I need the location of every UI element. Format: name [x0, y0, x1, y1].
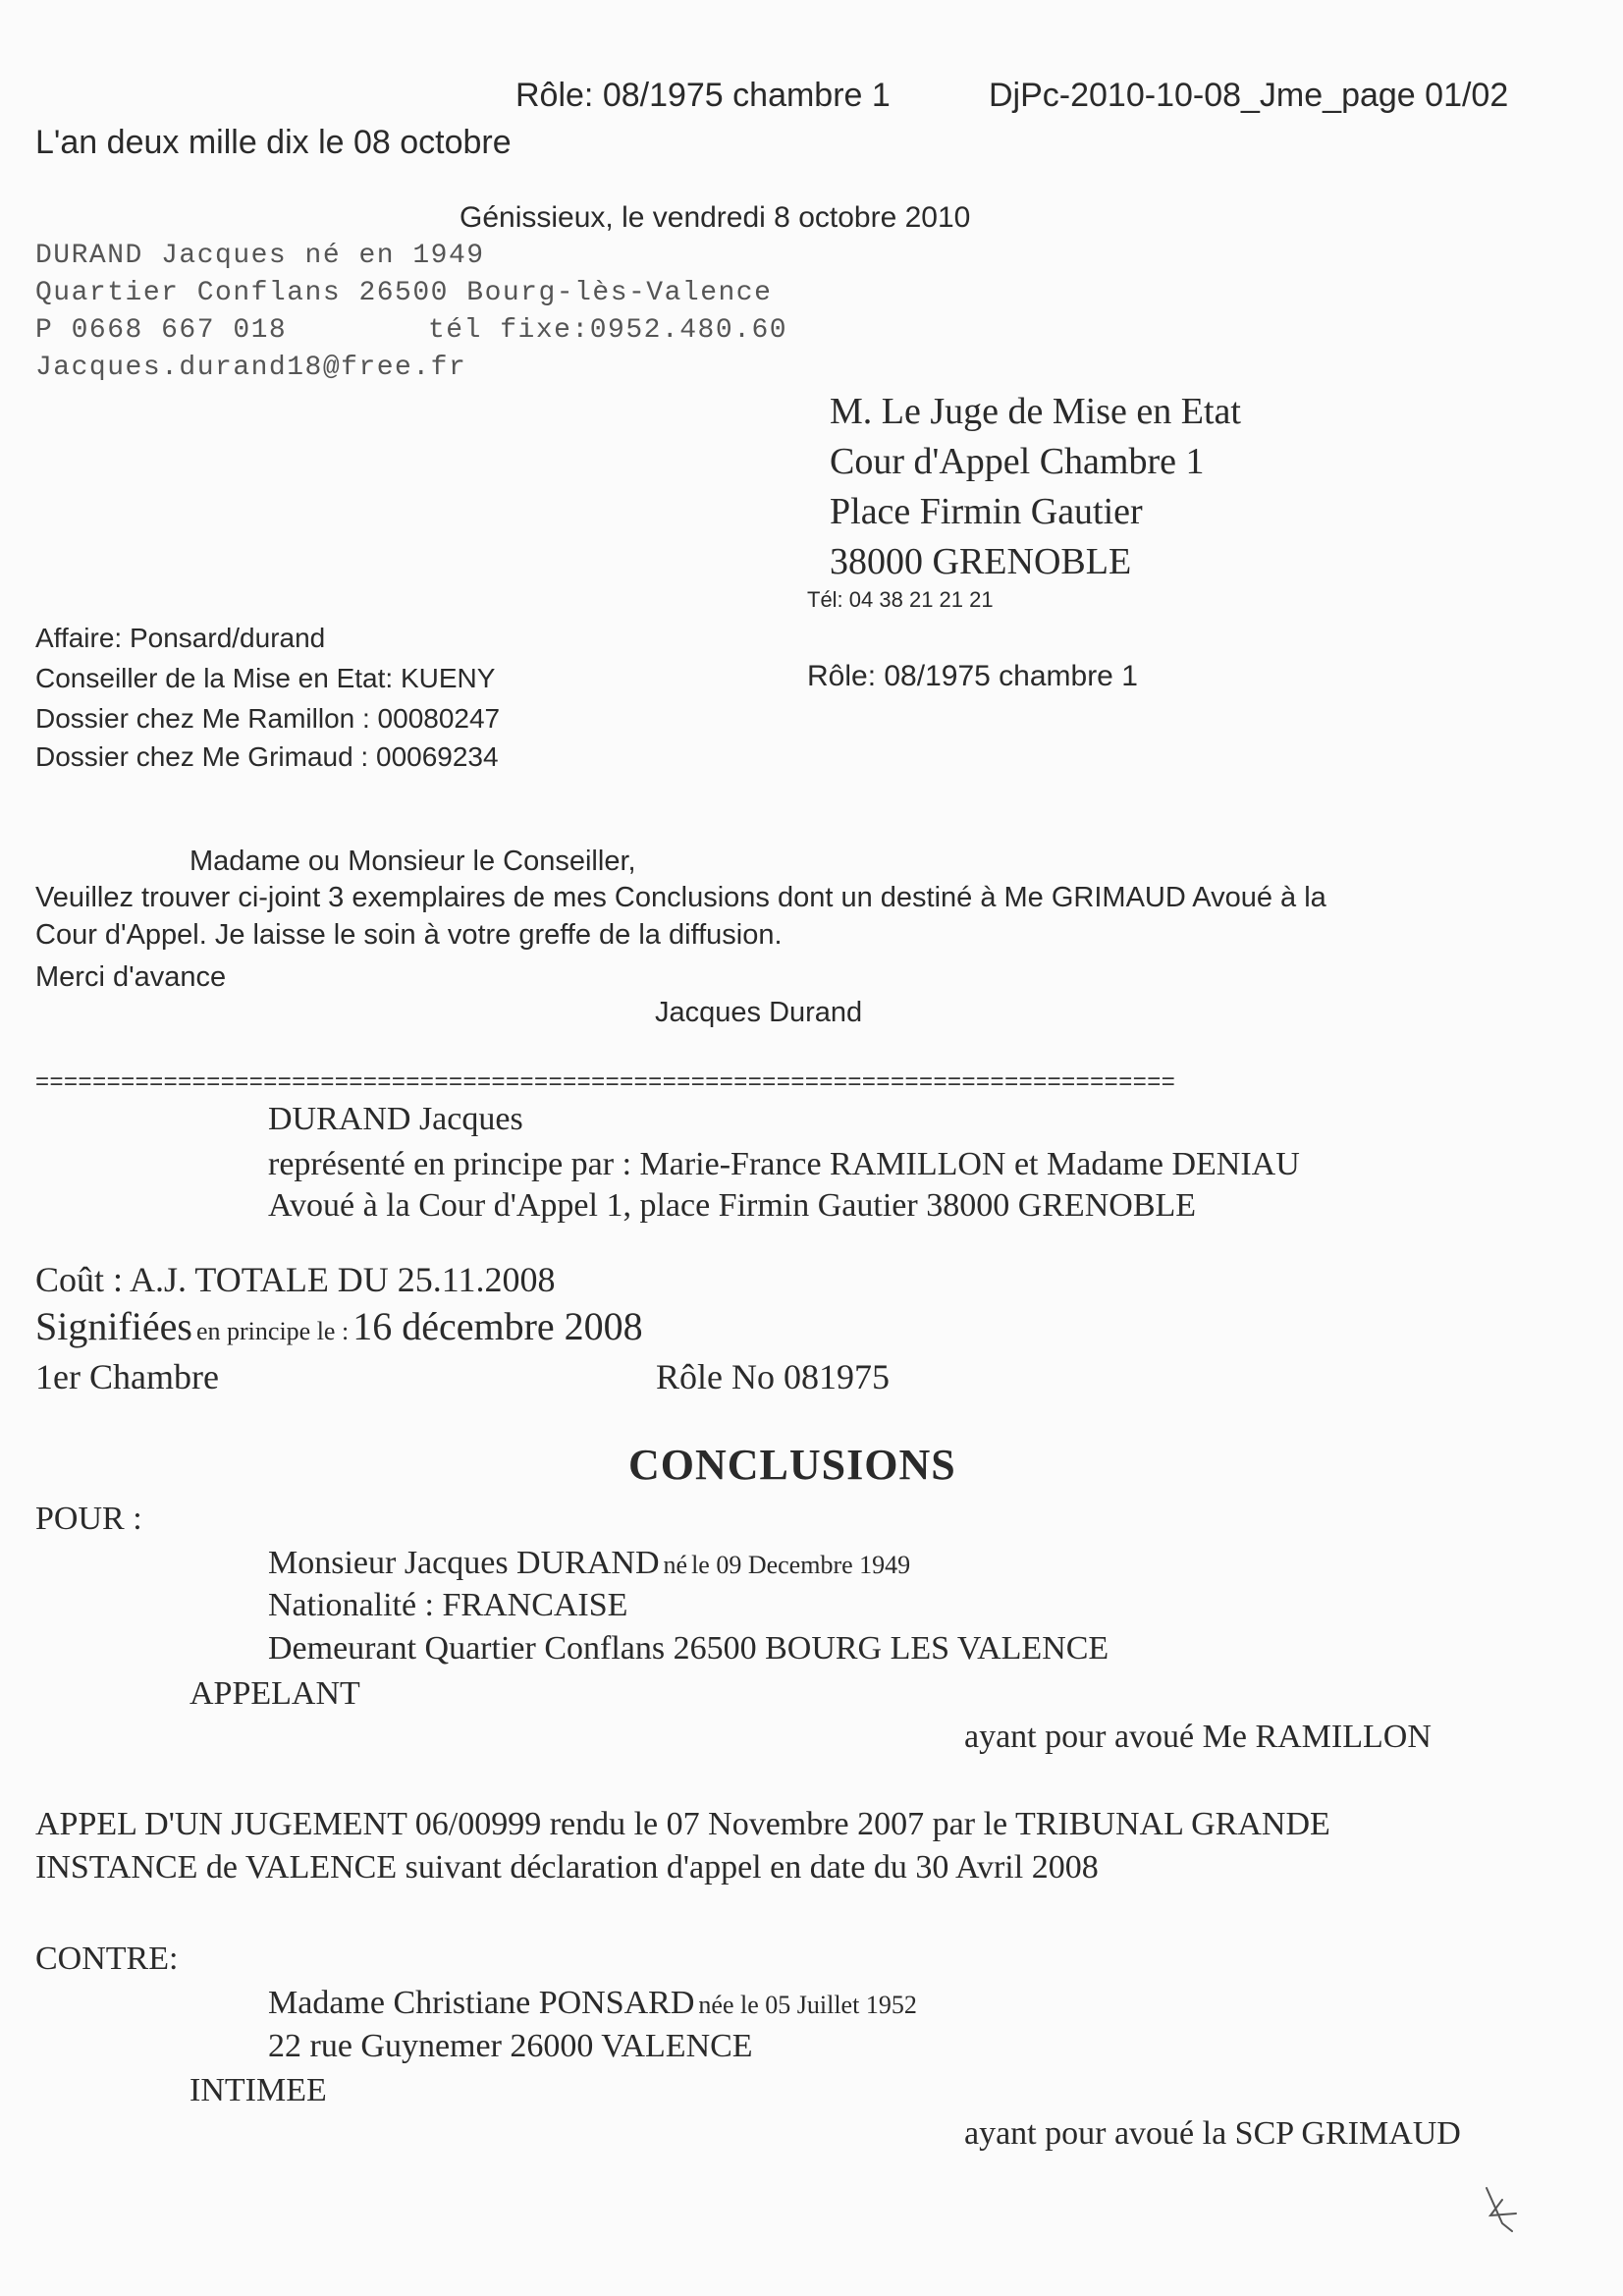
header-page-ref: DjPc-2010-10-08_Jme_page 01/02: [989, 77, 1509, 114]
sender-phone-fixed: tél fixe:0952.480.60: [428, 315, 788, 346]
signifiees-line: [35, 1303, 643, 1349]
separator-line: ================================================================================: [35, 1068, 1176, 1095]
role-no: Rôle No 081975: [656, 1357, 890, 1396]
appel-line1: APPEL D'UN JUGEMENT 06/00999 rendu le 07 Novembre 2007 par le TRIBUNAL GRANDE: [35, 1806, 1330, 1842]
appelant-avoue: ayant pour avoué Me RAMILLON: [964, 1719, 1432, 1755]
demeurant: Demeurant Quartier Conflans 26500 BOURG LES VALENCE: [268, 1630, 1109, 1667]
sender-phone-mobile: P 0668 667 018: [35, 315, 288, 346]
letter-body-line2: Cour d'Appel. Je laisse le soin à votre greffe de la diffusion.: [35, 919, 783, 951]
place-date: Génissieux, le vendredi 8 octobre 2010: [460, 201, 971, 234]
case-role: Rôle: 08/1975 chambre 1: [807, 660, 1138, 692]
intimee-label: INTIMEE: [189, 2072, 327, 2108]
intimee-address: 22 rue Guynemer 26000 VALENCE: [268, 2028, 753, 2064]
case-dossier-ramillon: Dossier chez Me Ramillon : 00080247: [35, 703, 501, 734]
conclusions-title: CONCLUSIONS: [628, 1441, 956, 1489]
sender-email: Jacques.durand18@free.fr: [35, 353, 467, 383]
nationalite: Nationalité : FRANCAISE: [268, 1587, 628, 1623]
signifiees-principe: en principe le :: [195, 1317, 350, 1345]
appelant-line: [268, 1541, 910, 1586]
cout-line: Coût : A.J. TOTALE DU 25.11.2008: [35, 1260, 556, 1299]
rep-line2: représenté en principe par : Marie-France RAMILLON et Madame DENIAU: [268, 1146, 1300, 1182]
signifiees-label: Signifiées: [35, 1304, 192, 1348]
case-affaire: Affaire: Ponsard/durand: [35, 623, 326, 653]
case-conseiller: Conseiller de la Mise en Etat: KUENY: [35, 663, 496, 693]
letter-salutation: Madame ou Monsieur le Conseiller,: [189, 846, 636, 877]
pour-label: POUR :: [35, 1501, 142, 1537]
appel-line2: INSTANCE de VALENCE suivant déclaration d'appel en date du 30 Avril 2008: [35, 1849, 1099, 1886]
appelant-label: APPELANT: [189, 1675, 360, 1712]
letter-body-line3: Merci d'avance: [35, 961, 227, 993]
signifiees-date: 16 décembre 2008: [352, 1304, 643, 1348]
intimee-name: Madame Christiane PONSARD: [268, 1985, 695, 2021]
chambre-label: 1er Chambre: [35, 1357, 219, 1396]
contre-label: CONTRE:: [35, 1941, 179, 1977]
rep-name: DURAND Jacques: [268, 1101, 523, 1137]
case-dossier-grimaud: Dossier chez Me Grimaud : 00069234: [35, 741, 499, 772]
handwritten-initials-mark: [1473, 2180, 1532, 2239]
recipient-tel: Tél: 04 38 21 21 21: [807, 587, 994, 612]
appelant-birthdate: le 09 Decembre 1949: [691, 1551, 911, 1579]
appelant-ne: né: [663, 1551, 688, 1579]
header-date-line: L'an deux mille dix le 08 octobre: [35, 124, 512, 161]
rep-line3: Avoué à la Cour d'Appel 1, place Firmin Gautier 38000 GRENOBLE: [268, 1187, 1197, 1224]
recipient-line2: Cour d'Appel Chambre 1: [830, 441, 1205, 482]
header-role-ref: Rôle: 08/1975 chambre 1: [515, 77, 891, 114]
recipient-line3: Place Firmin Gautier: [830, 491, 1143, 532]
letter-signature: Jacques Durand: [655, 997, 863, 1028]
sender-address: Quartier Conflans 26500 Bourg-lès-Valence: [35, 278, 773, 308]
recipient-line1: M. Le Juge de Mise en Etat: [830, 391, 1241, 432]
intimee-avoue: ayant pour avoué la SCP GRIMAUD: [964, 2115, 1461, 2152]
sender-name: DURAND Jacques né en 1949: [35, 241, 485, 271]
intimee-birth: née le 05 Juillet 1952: [698, 1991, 917, 2019]
letter-body-line1: Veuillez trouver ci-joint 3 exemplaires de mes Conclusions dont un destiné à Me GRIMAUD Avoué à la: [35, 882, 1326, 913]
recipient-line4: 38000 GRENOBLE: [830, 541, 1132, 582]
intimee-line: [268, 1981, 917, 2026]
appelant-name: Monsieur Jacques DURAND: [268, 1545, 660, 1581]
